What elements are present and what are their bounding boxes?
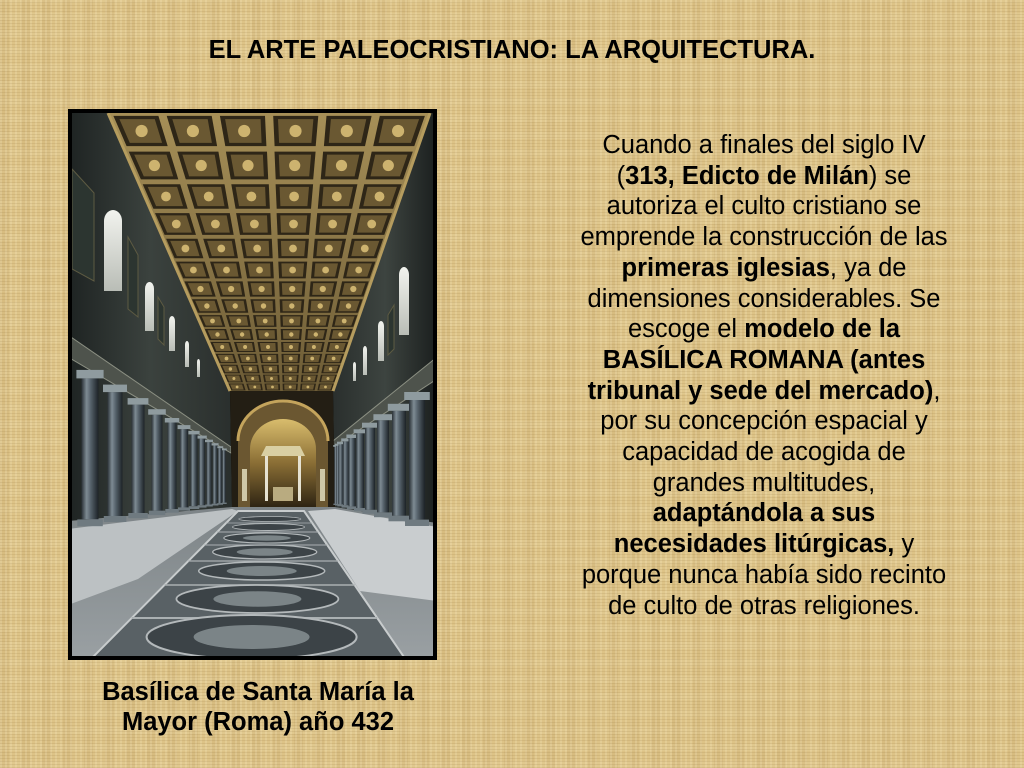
body-line [560, 468, 968, 499]
body-text-run: emprende la construcción de las [580, 223, 948, 252]
ceiling-rosette [383, 160, 394, 171]
column-capital [404, 392, 430, 400]
body-text-run: por su concepción espacial y [600, 407, 928, 436]
ceiling-rosette [289, 192, 299, 202]
ceiling-rosette [240, 332, 244, 336]
body-text-emphasis: BASÍLICA ROMANA (antes [602, 345, 926, 374]
clerestory-window [185, 341, 189, 367]
column-shaft [108, 392, 123, 516]
body-line [560, 437, 968, 468]
column-capital [188, 431, 199, 435]
floor-roundel-inner [213, 591, 301, 606]
ceiling-rosette [161, 192, 171, 202]
column-capital [148, 409, 166, 415]
ceiling-rosette [316, 319, 321, 324]
column-base [149, 511, 166, 515]
ceiling-rosette [253, 386, 256, 389]
body-line [560, 498, 968, 529]
ceiling-rosette [259, 286, 265, 292]
column-shaft [343, 441, 349, 505]
ceiling-rosette [308, 377, 311, 380]
column-shaft [191, 434, 198, 506]
apse-light [320, 469, 325, 501]
ceiling-rosette [269, 367, 272, 370]
body-line [560, 130, 968, 161]
ceiling-rosette [190, 267, 197, 274]
caption-line: Basílica de Santa María la [102, 678, 414, 706]
ceiling-rosette [289, 160, 300, 171]
ceiling-rosette [196, 160, 207, 171]
ceiling-rosette [250, 220, 259, 229]
ceiling-rosette [149, 160, 160, 171]
body-line [560, 222, 968, 253]
body-line [560, 161, 968, 192]
column-shaft [409, 400, 425, 520]
ceiling-rosette [232, 377, 235, 380]
ceiling-rosette [289, 377, 292, 380]
ceiling-rosette [289, 125, 301, 137]
column-shaft [213, 446, 218, 504]
ceiling-rosette [270, 377, 273, 380]
column-shaft [168, 423, 177, 510]
ceiling-rosette [361, 245, 369, 253]
body-line [560, 345, 968, 376]
column-shaft [365, 428, 375, 510]
ceiling-rosette [289, 357, 293, 361]
ceiling-rosette [217, 245, 225, 253]
column-shaft [132, 405, 145, 513]
body-text [560, 130, 968, 621]
column-capital [354, 429, 367, 433]
body-text-emphasis: primeras iglesias [621, 253, 830, 282]
column-capital [128, 398, 149, 405]
ceiling-rosette [271, 386, 274, 389]
body-line [560, 406, 968, 437]
clerestory-window [378, 321, 384, 361]
column-shaft [207, 442, 212, 504]
ceiling-rosette [238, 125, 250, 137]
column-base [128, 513, 148, 518]
ceiling-rosette [236, 386, 239, 389]
body-text-run: , [933, 376, 941, 405]
body-text-run: Cuando a finales del siglo IV [602, 131, 926, 159]
photo-caption [58, 677, 458, 737]
column-shaft [222, 450, 226, 502]
ceiling-rosette [247, 192, 257, 202]
ceiling-rosette [236, 319, 241, 324]
body-line [560, 591, 968, 622]
ceiling-rosette [309, 367, 312, 370]
ceiling-rosette [332, 357, 336, 361]
body-line [560, 376, 968, 407]
column-base [405, 520, 429, 526]
clerestory-window [169, 316, 175, 351]
column-shaft [356, 433, 364, 508]
body-line [560, 314, 968, 345]
column-capital [388, 404, 410, 411]
column-base [178, 507, 190, 510]
body-text-run: grandes multitudes, [652, 468, 876, 497]
column-capital [373, 414, 392, 420]
ceiling-rosette [289, 345, 293, 349]
basilica-interior-picture [68, 109, 437, 660]
ceiling-rosette [314, 332, 318, 336]
ceiling-rosette [249, 367, 252, 370]
body-line [560, 191, 968, 222]
ceiling-rosette [392, 125, 404, 137]
caption-line: Mayor (Roma) año 432 [121, 708, 395, 736]
floor-roundel-inner [237, 548, 293, 556]
ceiling-rosette [341, 125, 353, 137]
floor-roundel-inner [243, 535, 291, 540]
body-text-run: y [894, 530, 915, 559]
column-base [104, 516, 127, 522]
column-shaft [82, 378, 99, 519]
ceiling-rosette [325, 245, 333, 253]
clerestory-window [145, 282, 154, 331]
ceiling-rosette [172, 220, 181, 229]
body-line [560, 284, 968, 315]
column-shaft [377, 420, 389, 512]
ceiling-rosette [346, 303, 351, 308]
ceiling-rosette [182, 245, 190, 253]
body-text-emphasis: tribunal y sede del mercado) [587, 376, 934, 405]
ceiling-rosette [329, 367, 332, 370]
column-capital [76, 370, 103, 379]
ceiling-rosette [136, 125, 148, 137]
ceiling-rosette [243, 345, 247, 349]
clerestory-window [197, 359, 200, 377]
baldacchino-column [265, 455, 268, 501]
column-shaft [199, 439, 205, 506]
body-text-run: de culto de otras religiones. [608, 591, 920, 620]
column-shaft [218, 448, 222, 503]
column-base [189, 506, 200, 509]
column-shaft [339, 444, 344, 504]
body-text-run: escoge el [627, 315, 745, 344]
column-capital [197, 436, 207, 439]
clerestory-window [399, 267, 409, 335]
column-shaft [349, 438, 356, 506]
body-text-run: porque nunca había sido recinto [581, 560, 947, 589]
floor-roundel-inner [227, 566, 297, 576]
floor-roundel [239, 517, 301, 522]
ceiling-rosette [318, 303, 323, 308]
clerestory-window [104, 210, 122, 291]
ceiling-rosette [204, 192, 214, 202]
ceiling-rosette [324, 386, 327, 389]
body-text-run: , ya de [829, 253, 907, 282]
ceiling-rosette [204, 303, 209, 308]
ceiling-rosette [220, 345, 224, 349]
ceiling-rosette [289, 367, 292, 370]
ceiling-rosette [253, 245, 261, 253]
column-capital [217, 446, 223, 448]
basilica-photo [68, 109, 437, 660]
altar [273, 487, 293, 501]
ceiling-rosette [266, 345, 270, 349]
column-capital [362, 423, 378, 428]
ceiling-rosette [228, 286, 234, 292]
column-capital [165, 418, 179, 423]
ceiling-rosette [251, 377, 254, 380]
column-capital [221, 449, 227, 451]
column-base [77, 519, 103, 526]
ceiling-rosette [289, 386, 292, 389]
body-text-run: ) se [868, 161, 912, 190]
ceiling-rosette [327, 377, 330, 380]
ceiling-rosette [256, 267, 263, 274]
ceiling-rosette [289, 267, 296, 274]
ceiling-rosette [328, 220, 337, 229]
ceiling-rosette [197, 286, 203, 292]
ceiling-rosette [289, 220, 298, 229]
column-capital [178, 425, 191, 429]
ceiling-rosette [215, 332, 219, 336]
ceiling-rosette [263, 319, 268, 324]
slide-title: EL ARTE PALEOCRISTIANO: LA ARQUITECTURA. [208, 36, 816, 64]
ceiling-rosette [320, 286, 326, 292]
floor-roundel [233, 524, 305, 531]
floor-roundel-inner [194, 625, 310, 649]
ceiling-rosette [289, 286, 295, 292]
ceiling-rosette [336, 160, 347, 171]
ceiling-rosette [355, 267, 362, 274]
ceiling-rosette [338, 332, 342, 336]
body-text-emphasis: 313, Edicto de Milán [625, 161, 869, 190]
column-capital [205, 440, 213, 443]
ceiling-rosette [229, 367, 232, 370]
ceiling-rosette [342, 319, 347, 324]
ceiling-rosette [187, 125, 199, 137]
ceiling-rosette [312, 345, 316, 349]
body-text-emphasis: adaptándola a sus [652, 499, 876, 528]
ceiling-rosette [246, 357, 250, 361]
baldacchino-column [298, 455, 301, 501]
ceiling-rosette [233, 303, 238, 308]
ceiling-rosette [225, 357, 229, 361]
ceiling-rosette [335, 345, 339, 349]
body-text-run: capacidad de acogida de [622, 438, 906, 467]
ceiling-rosette [307, 386, 310, 389]
ceiling-rosette [242, 160, 253, 171]
ceiling-rosette [350, 286, 356, 292]
ceiling-rosette [261, 303, 266, 308]
apse-light [242, 469, 247, 501]
body-text-run: dimensiones considerables. Se [587, 284, 941, 313]
body-line [560, 253, 968, 284]
ceiling-rosette [375, 192, 385, 202]
ceiling-rosette [322, 267, 329, 274]
ceiling-rosette [289, 332, 293, 336]
ceiling-rosette [289, 319, 294, 324]
body-text-emphasis: modelo de la [744, 315, 901, 344]
body-text-emphasis: necesidades litúrgicas, [613, 530, 895, 559]
clerestory-window [363, 346, 367, 375]
ceiling-rosette [223, 267, 230, 274]
body-text-run: ( [616, 161, 626, 190]
ceiling-rosette [210, 319, 215, 324]
baldacchino-canopy [261, 446, 305, 456]
column-capital [346, 435, 357, 439]
column-capital [211, 443, 218, 445]
column-shaft [152, 415, 163, 511]
ceiling-rosette [289, 245, 297, 253]
body-line [560, 529, 968, 560]
body-line [560, 560, 968, 591]
ceiling-rosette [310, 357, 314, 361]
ceiling-rosette [265, 332, 269, 336]
ceiling-rosette [211, 220, 220, 229]
ceiling-rosette [332, 192, 342, 202]
column-capital [103, 385, 127, 393]
column-shaft [180, 429, 188, 507]
body-text-run: autoriza el culto cristiano se [606, 192, 922, 221]
ceiling-rosette [289, 303, 294, 308]
column-shaft [392, 411, 406, 516]
clerestory-window [353, 362, 356, 381]
ceiling-rosette [267, 357, 271, 361]
ceiling-rosette [367, 220, 376, 229]
column-base [165, 509, 179, 513]
